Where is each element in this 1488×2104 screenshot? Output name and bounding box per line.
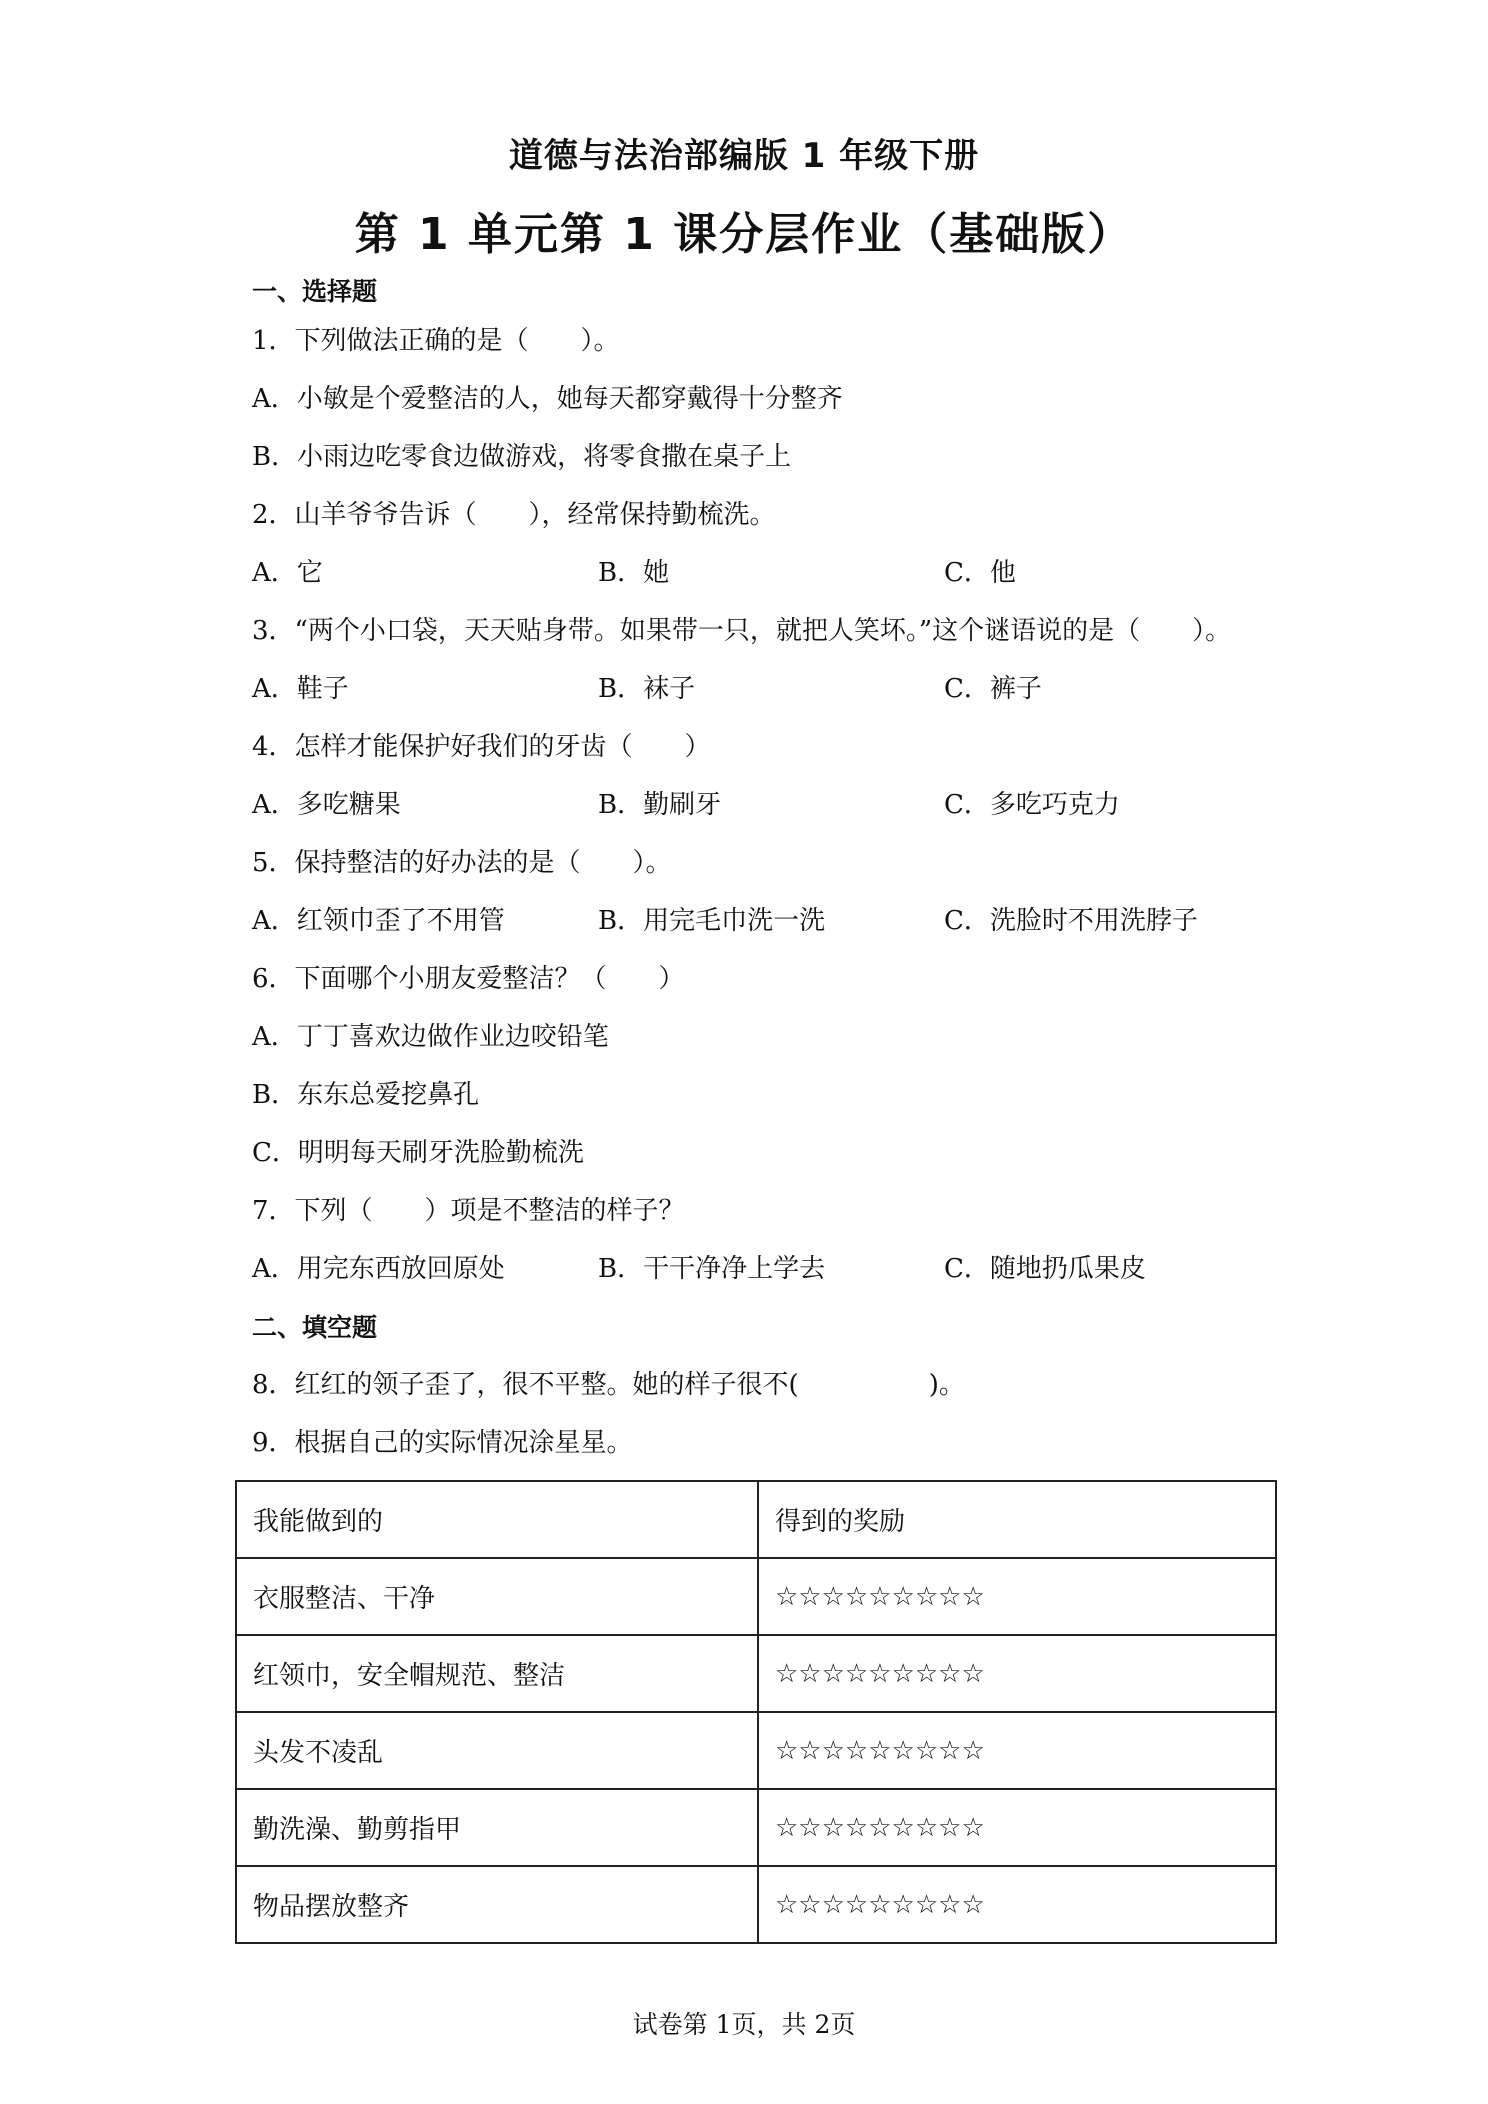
question-4-options (252, 784, 1302, 820)
question-3-option-c: C．裤子 (944, 674, 1042, 704)
question-1: 1．下列做法正确的是（ ）。 (252, 326, 620, 356)
question-5-option-a: A．红领巾歪了不用管 (252, 906, 505, 936)
page-footer: 试卷第 1页，共 2页 (632, 2010, 856, 2039)
star-rating-cell[interactable]: ☆☆☆☆☆☆☆☆☆ (758, 1635, 1276, 1712)
question-5-option-c: C．洗脸时不用洗脖子 (944, 906, 1198, 936)
table-header-row (236, 1481, 1276, 1558)
table-row (236, 1789, 1276, 1866)
question-5-options (252, 900, 1302, 936)
star-rating-cell[interactable]: ☆☆☆☆☆☆☆☆☆ (758, 1558, 1276, 1635)
behavior-cell: 红领巾，安全帽规范、整洁 (236, 1635, 758, 1712)
question-2-option-a: A．它 (252, 558, 323, 588)
question-7-options (252, 1248, 1302, 1284)
question-3: 3．“两个小口袋，天天贴身带。如果带一只，就把人笑坏。”这个谜语说的是（ ）。 (252, 616, 1232, 646)
star-rating-cell[interactable]: ☆☆☆☆☆☆☆☆☆ (758, 1712, 1276, 1789)
question-8-text: 8．红红的领子歪了，很不平整。她的样子很不( (252, 1370, 799, 1400)
question-7-option-b: B．干干净净上学去 (598, 1254, 826, 1284)
question-4-option-a: A．多吃糖果 (252, 790, 401, 820)
star-rating-cell[interactable]: ☆☆☆☆☆☆☆☆☆ (758, 1789, 1276, 1866)
question-5-option-b: B．用完毛巾洗一洗 (598, 906, 826, 936)
behavior-cell: 物品摆放整齐 (236, 1866, 758, 1943)
star-rating-table (235, 1480, 1277, 1944)
table-row (236, 1866, 1276, 1943)
question-1-option-a: A．小敏是个爱整洁的人，她每天都穿戴得十分整齐 (252, 384, 843, 414)
question-4-option-c: C．多吃巧克力 (944, 790, 1120, 820)
question-5: 5．保持整洁的好办法的是（ ）。 (252, 848, 672, 878)
behavior-cell: 勤洗澡、勤剪指甲 (236, 1789, 758, 1866)
column-header-can-do: 我能做到的 (236, 1481, 758, 1558)
worksheet-subtitle: 第 1 单元第 1 课分层作业（基础版） (354, 209, 1134, 260)
question-4-option-b: B．勤刷牙 (598, 790, 722, 820)
question-2: 2．山羊爷爷告诉（ ），经常保持勤梳洗。 (252, 500, 776, 530)
behavior-cell: 衣服整洁、干净 (236, 1558, 758, 1635)
table-row (236, 1635, 1276, 1712)
worksheet-title: 道德与法治部编版 1 年级下册 (508, 136, 980, 176)
column-header-reward: 得到的奖励 (758, 1481, 1276, 1558)
question-6: 6．下面哪个小朋友爱整洁？（ ） (252, 964, 685, 994)
question-9: 9．根据自己的实际情况涂星星。 (252, 1428, 633, 1458)
question-6-option-a: A．丁丁喜欢边做作业边咬铅笔 (252, 1022, 609, 1052)
question-3-option-b: B．袜子 (598, 674, 696, 704)
question-8 (252, 1364, 965, 1401)
table-row (236, 1712, 1276, 1789)
question-7-option-c: C．随地扔瓜果皮 (944, 1254, 1146, 1284)
question-6-option-c: C．明明每天刷牙洗脸勤梳洗 (252, 1138, 584, 1168)
question-6-option-b: B．东东总爱挖鼻孔 (252, 1080, 480, 1110)
section-heading-choice: 一、选择题 (252, 277, 378, 306)
question-7-option-a: A．用完东西放回原处 (252, 1254, 505, 1284)
question-8-text-end: )。 (928, 1370, 965, 1400)
question-2-option-b: B．她 (598, 558, 670, 588)
section-heading-fill: 二、填空题 (252, 1313, 378, 1342)
question-4: 4．怎样才能保护好我们的牙齿（ ） (252, 732, 711, 762)
question-2-options (252, 552, 1302, 588)
question-2-option-c: C．他 (944, 558, 1016, 588)
table-row (236, 1558, 1276, 1635)
question-3-option-a: A．鞋子 (252, 674, 349, 704)
star-rating-cell[interactable]: ☆☆☆☆☆☆☆☆☆ (758, 1866, 1276, 1943)
question-1-option-b: B．小雨边吃零食边做游戏，将零食撒在桌子上 (252, 442, 792, 472)
question-3-options (252, 668, 1302, 704)
question-7: 7．下列（ ）项是不整洁的样子？ (252, 1196, 685, 1226)
behavior-cell: 头发不凌乱 (236, 1712, 758, 1789)
